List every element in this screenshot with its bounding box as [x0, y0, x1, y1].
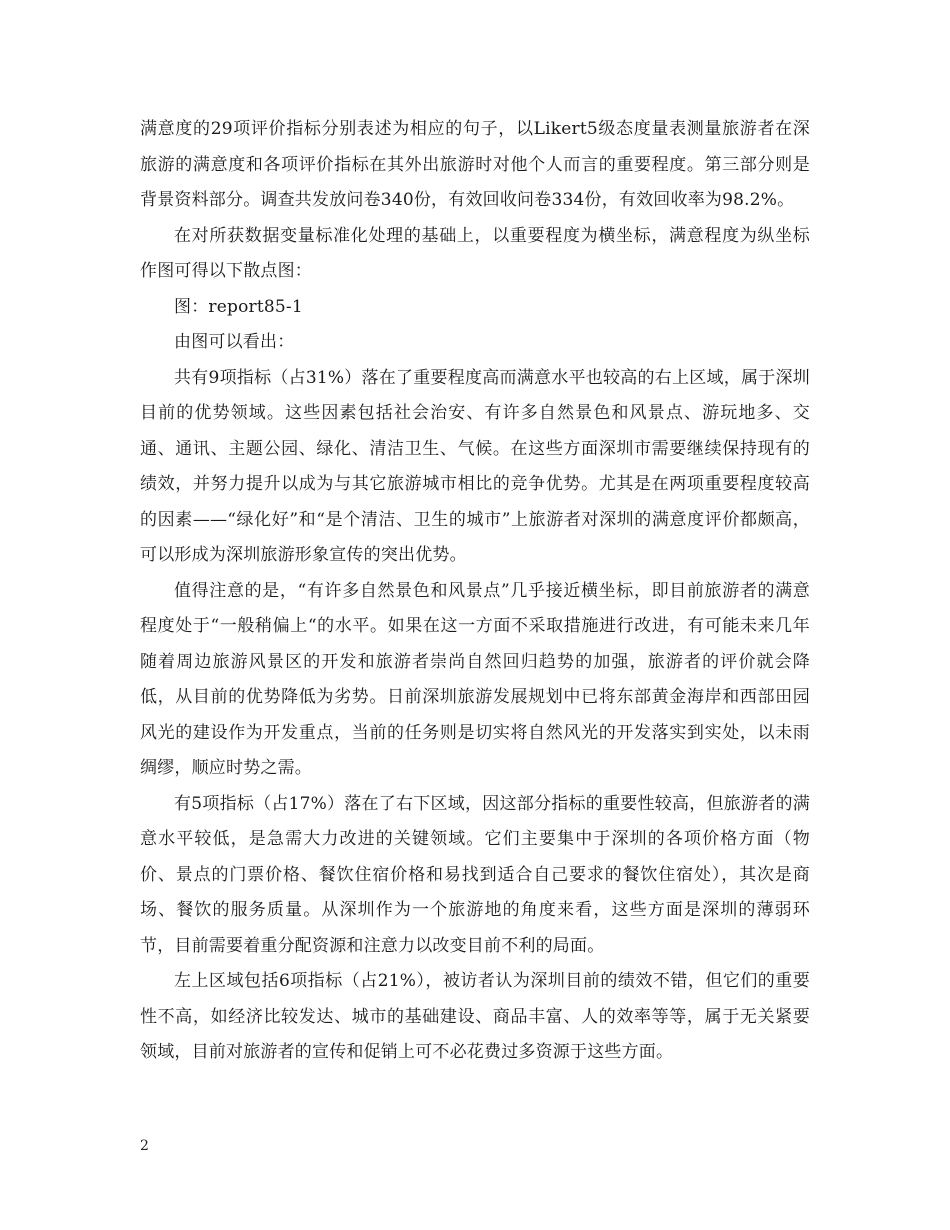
paragraph-2: 在对所获数据变量标准化处理的基础上，以重要程度为横坐标，满意程度为纵坐标作图可得以下散点图： — [140, 225, 810, 281]
figure-reference: 图：report85-1 — [174, 296, 303, 317]
paragraph-8: 左上区域包括6项指标（占21%），被访者认为深圳目前的绩效不错，但它们的重要性不高，如经济比较发达、城市的基础建设、商品丰富、人的效率等等，属于无关紧要领域，目前对旅游者的宣传和促销上可不必花费过多资源于这些方面。 — [140, 971, 810, 1062]
page-number: 2 — [140, 1138, 149, 1154]
paragraph-1: 满意度的29项评价指标分别表述为相应的句子，以Likert5级态度量表测量旅游者在深旅游的满意度和各项评价指标在其外出旅游时对他个人而言的重要程度。第三部分则是背景资料部分。调查共发放问卷340份，有效回收问卷334份，有效回收率为98.2%。 — [140, 119, 810, 210]
paragraph-4: 由图可以看出： — [174, 332, 295, 352]
paragraph-6: 值得注意的是，“有许多自然景色和风景点”几乎接近横坐标，即目前旅游者的满意程度处于“一般稍偏上“的水平。如果在这一方面不采取措施进行改进，有可能未来几年随着周边旅游风景区的开发和旅游者崇尚自然回归趋势的加强，旅游者的评价就会降低，从目前的优势降低为劣势。日前深圳旅游发展规划中已将东部黄金海岸和西部田园风光的建设作为开发重点，当前的任务则是切实将自然风光的开发落实到实处，以未雨绸缪，顺应时势之需。 — [140, 580, 810, 778]
paragraph-7: 有5项指标（占17%）落在了右下区域，因这部分指标的重要性较高，但旅游者的满意水平较低，是急需大力改进的关键领域。它们主要集中于深圳的各项价格方面（物价、景点的门票价格、餐饮住宿价格和易找到适合自己要求的餐饮住宿处），其次是商场、餐饮的服务质量。从深圳作为一个旅游地的角度来看，这些方面是深圳的薄弱环节，目前需要着重分配资源和注意力以改变目前不利的局面。 — [140, 793, 810, 956]
document-body — [140, 112, 810, 1071]
paragraph-5: 共有9项指标（占31%）落在了重要程度高而满意水平也较高的右上区域，属于深圳目前的优势领域。这些因素包括社会治安、有许多自然景色和风景点、游玩地多、交通、通讯、主题公园、绿化、清洁卫生、气候。在这些方面深圳市需要继续保持现有的绩效，并努力提升以成为与其它旅游城市相比的竞争优势。尤其是在两项重要程度较高的因素——“绿化好”和“是个清洁、卫生的城市”上旅游者对深圳的满意度评价都颇高，可以形成为深圳旅游形象宣传的突出优势。 — [140, 367, 810, 565]
